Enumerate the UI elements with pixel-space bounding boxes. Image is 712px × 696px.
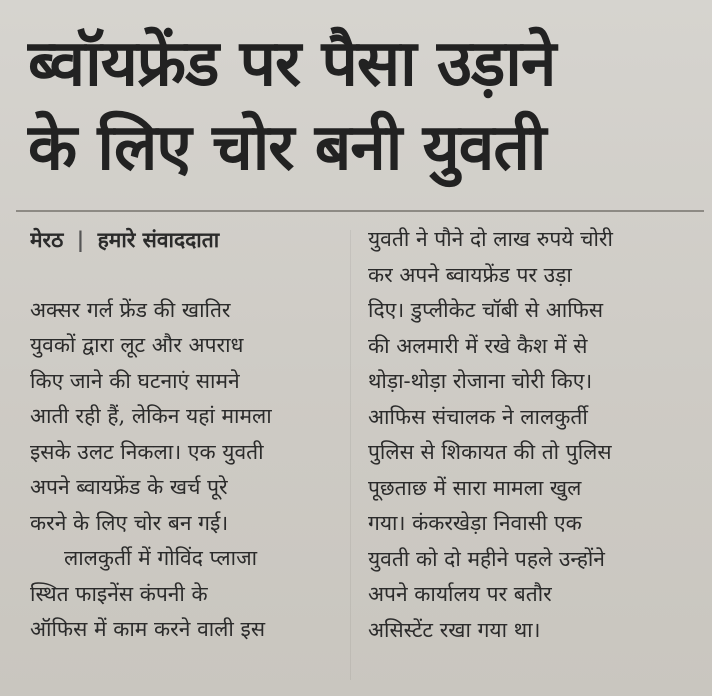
article-line: पुलिस से शिकायत की तो पुलिस	[368, 440, 612, 464]
article-line: अपने कार्यालय पर बतौर	[368, 582, 552, 606]
headline-line-2: के लिए चोर बनी युवती	[28, 111, 546, 185]
article-column-right	[368, 222, 686, 648]
article-column-left	[30, 222, 338, 648]
headline	[28, 22, 688, 190]
article-line: ऑफिस में काम करने वाली इस	[30, 617, 266, 641]
article-line: स्थित फाइनेंस कंपनी के	[30, 581, 208, 606]
byline-place: मेरठ	[30, 227, 64, 252]
article-line: करने के लिए चोर बन गई।	[30, 510, 229, 535]
byline-reporter: हमारे संवाददाता	[97, 227, 220, 252]
article-line: अक्सर गर्ल फ्रेंड की खातिर	[30, 297, 231, 322]
article-line: असिस्टेंट रखा गया था।	[368, 617, 541, 642]
byline-gap	[30, 258, 338, 293]
column-divider	[350, 230, 351, 680]
article-line: दिए। डुप्लीकेट चॉबी से आफिस	[368, 298, 604, 322]
article-line: युवती ने पौने दो लाख रुपये चोरी	[368, 227, 613, 251]
article-line: थोड़ा-थोड़ा रोजाना चोरी किए।	[368, 369, 593, 393]
article-line: गया। कंकरखेड़ा निवासी एक	[368, 511, 582, 535]
headline-line-1: ब्वॉयफ्रेंड पर पैसा उड़ाने	[28, 27, 556, 101]
article-line: युवकों द्वारा लूट और अपराध	[30, 333, 244, 357]
article-line: कर अपने ब्वायफ्रेंड पर उड़ा	[368, 262, 572, 287]
article-line: आफिस संचालक ने लालकुर्ती	[368, 404, 588, 429]
headline-rule	[16, 210, 704, 212]
article-line: लालकुर्ती में गोविंद प्लाजा	[64, 546, 258, 570]
article-line: इसके उलट निकला। एक युवती	[30, 439, 264, 464]
article-line: आती रही हैं, लेकिन यहां मामला	[30, 404, 272, 428]
byline	[30, 222, 338, 258]
article-line: पूछताछ में सारा मामला खुल	[368, 475, 582, 500]
article-line: अपने ब्वायफ्रेंड के खर्च पूरे	[30, 475, 228, 499]
article-line: की अलमारी में रखे कैश में से	[368, 333, 588, 358]
article-line: युवती को दो महीने पहले उन्होंने	[368, 546, 605, 571]
article-line: किए जाने की घटनाएं सामने	[30, 368, 240, 393]
byline-separator: |	[76, 227, 85, 252]
